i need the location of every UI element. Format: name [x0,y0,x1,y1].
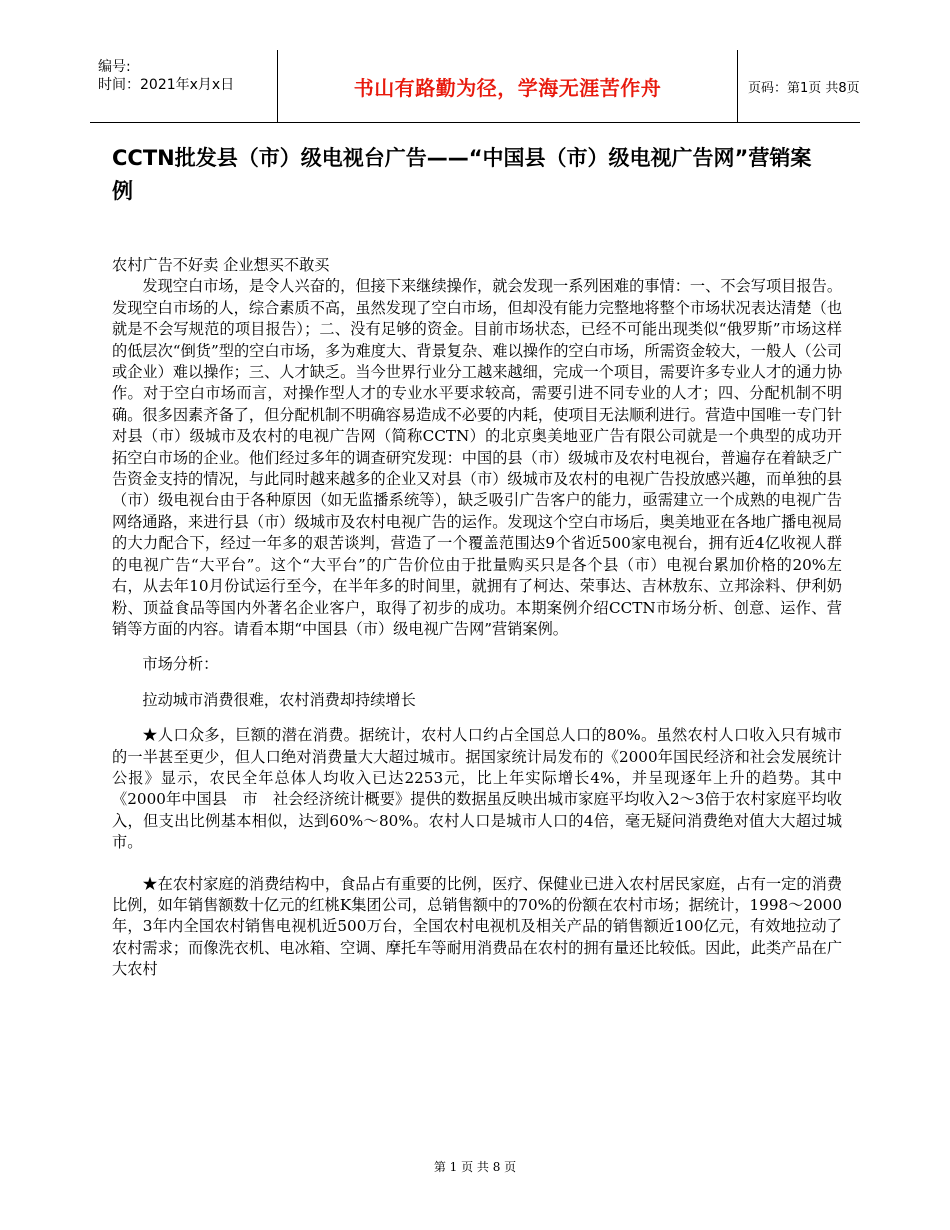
document-body [112,255,842,981]
page-header [90,50,860,123]
document-title: CCTN批发县（市）级电视台广告——“中国县（市）级电视广告网”营销案例 [112,146,812,203]
document-time-label: 时间：2021年x月x日 [98,77,235,93]
header-meta [90,50,277,122]
paragraph-population: ★人口众多，巨额的潜在消费。据统计，农村人口约占全国总人口的80%。虽然农村人口收入只有城市的一半甚至更少，但人口绝对消费量大大超过城市。据国家统计局发布的《2000年国民经济和社会发展统计公报》显示，农民全年总体人均收入已达2253元，比上年实际增长4%，并呈现逐年上升的趋势。其中《2000年中国县 市 社会经济统计概要》提供的数据虽反映出城市家庭平均收入2～3倍于农村家庭平均收入，但支出比例基本相似，达到60%～80%。农村人口是城市人口的4倍，毫无疑问消费绝对值大大超过城市。 [112,726,842,852]
header-motto: 书山有路勤为径，学海无涯苦作舟 [353,75,662,100]
header-page-info-cell [736,50,860,122]
section-heading-market-analysis: 市场分析： [142,655,219,674]
paragraph-intro: 发现空白市场，是令人兴奋的，但接下来继续操作，就会发现一系列困难的事情：一、不会写项目报告。发现空白市场的人，综合素质不高，虽然发现了空白市场，但却没有能力完整地将整个市场状况表达清楚（也就是不会写规范的项目报告）；二、没有足够的资金。目前市场状态，已经不可能出现类似“俄罗斯”市场这样的低层次“倒货”型的空白市场，多为难度大、背景复杂、难以操作的空白市场，所需资金较大，一般人（公司或企业）难以操作；三、人才缺乏。当今世界行业分工越来越细，完成一个项目，需要许多专业人才的通力协作。对于空白市场而言，对操作型人才的专业水平要求较高，需要引进不同专业的人才；四、分配机制不明确。很多因素齐备了，但分配机制不明确容易造成不必要的内耗，使项目无法顺利进行。营造中国唯一专门针对县（市）级城市及农村的电视广告网（简称CCTN）的北京奥美地亚广告有限公司就是一个典型的成功开拓空白市场的企业。他们经过多年的调查研究发现：中国的县（市）级城市及农村电视台，普遍存在着缺乏广告资金支持的情况，与此同时越来越多的企业又对县（市）级城市及农村的电视广告投放感兴趣，而单独的县（市）级电视台由于各种原因（如无监播系统等），缺乏吸引广告客户的能力，亟需建立一个成熟的电视广告网络通路，来进行县（市）级城市及农村电视广告的运作。发现这个空白市场后，奥美地亚在各地广播电视局的大力配合下，经过一年多的艰苦谈判，营造了一个覆盖范围达9个省近500家电视台，拥有近4亿收视人群的电视广告“大平台”。这个“大平台”的广告价位由于批量购买只是各个县（市）电视台累加价格的20%左右，从去年10月份试运行至今，在半年多的时间里，就拥有了柯达、荣事达、吉林敖东、立邦涂料、伊利奶粉、顶益食品等国内外著名企业客户，取得了初步的成功。本期案例介绍CCTN市场分析、创意、运作、营销等方面的内容。请看本期“中国县（市）级电视广告网”营销案例。 [112,277,842,638]
paragraph-consumption-structure: ★在农村家庭的消费结构中，食品占有重要的比例，医疗、保健业已进入农村居民家庭，占有一定的消费比例，如年销售额数十亿元的红桃K集团公司，总销售额中的70%的份额在农村市场；据统计，1998～2000年，3年内全国农村销售电视机近500万台，全国农村电视机及相关产品的销售额近100亿元，有效地拉动了农村需求；而像洗衣机、电冰箱、空调、摩托车等耐用消费品在农村的拥有量还比较低。因此，此类产品在广大农村 [112,874,842,979]
page-footer: 第 1 页 共 8 页 [433,1160,517,1174]
header-motto-cell [277,50,738,122]
header-page-info: 页码：第1页 共8页 [748,80,860,96]
subheading-consumption: 拉动城市消费很难，农村消费却持续增长 [142,690,416,709]
document-number-label: 编号: [98,59,131,75]
subheading-rural-ads: 农村广告不好卖 企业想买不敢买 [112,256,330,274]
